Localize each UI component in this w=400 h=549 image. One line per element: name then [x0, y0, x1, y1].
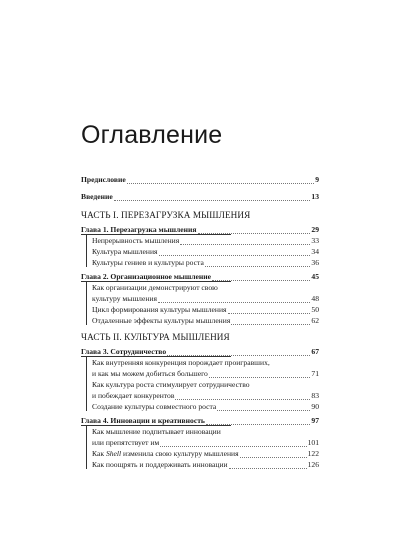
chapter-entry-page: 97 — [311, 416, 319, 425]
chapter-entry-page: 45 — [311, 272, 319, 281]
section-entry-leader — [175, 396, 310, 400]
section-entry-leader — [209, 374, 311, 378]
chapter-underline — [81, 425, 231, 426]
section-entry-page: 34 — [311, 247, 319, 256]
section-entry-title: Культура мышления — [92, 247, 158, 256]
chapter-underline — [81, 281, 231, 282]
section-entry-title: Отдаленные эффекты культуры мышления — [92, 316, 231, 325]
chapter-underline — [81, 234, 231, 235]
section-entry-title: культуру мышления — [92, 294, 157, 303]
section-entry-page: 36 — [311, 258, 319, 267]
section-entry-leader — [180, 241, 310, 245]
chapter-entry-title: Глава 1. Перезагрузка мышления — [81, 225, 197, 234]
chapter-section-rule — [86, 235, 87, 267]
section-entry-page: 50 — [311, 305, 319, 314]
front-matter-entry[interactable] — [81, 191, 319, 203]
chapter-section-rule — [86, 282, 87, 325]
section-entry[interactable] — [92, 315, 319, 327]
part-heading: ЧАСТЬ II. КУЛЬТУРА МЫШЛЕНИЯ — [81, 332, 230, 342]
section-entry-title: и как мы можем добиться большего — [92, 369, 208, 378]
section-entry-page: 62 — [311, 316, 319, 325]
section-entry-title: Создание культуры совместного роста — [92, 402, 217, 411]
section-entry-page: 83 — [311, 391, 319, 400]
chapter-entry-title: Глава 4. Инновации и креативность — [81, 416, 205, 425]
chapter-section-rule — [86, 357, 87, 411]
section-entry-title: Непрерывность мышления — [92, 236, 180, 245]
chapter-entry-page: 29 — [311, 225, 319, 234]
section-entry-title: и побеждает конкурентов — [92, 391, 175, 400]
part-heading: ЧАСТЬ I. ПЕРЕЗАГРУЗКА МЫШЛЕНИЯ — [81, 210, 251, 220]
section-entry[interactable] — [92, 257, 319, 269]
section-entry-page: 101 — [307, 438, 319, 447]
page-title: Оглавление — [81, 121, 223, 149]
front-matter-entry-page: 9 — [315, 175, 319, 184]
section-entry[interactable] — [92, 459, 319, 471]
front-matter-entry-title: Введение — [81, 192, 113, 201]
front-matter-entry-leader — [114, 197, 311, 201]
section-entry-page: 71 — [311, 369, 319, 378]
section-entry-title: Культуры гениев и культуры роста — [92, 258, 204, 267]
section-entry-leader — [231, 321, 310, 325]
section-entry-leader — [160, 443, 306, 447]
chapter-underline — [81, 356, 231, 357]
chapter-entry-title: Глава 2. Организационное мышление — [81, 272, 212, 281]
section-entry-title: Как Shell изменила свою культуру мышления — [92, 449, 239, 458]
section-entry-leader — [205, 263, 311, 267]
chapter-section-rule — [86, 426, 87, 469]
front-matter-entry-title: Предисловие — [81, 175, 126, 184]
section-entry-page: 90 — [311, 402, 319, 411]
section-entry-leader — [217, 407, 310, 411]
section-entry-leader — [228, 310, 311, 314]
section-entry-page: 126 — [307, 460, 319, 469]
chapter-entry-page: 67 — [311, 347, 319, 356]
section-entry-title: Цикл формирования культуры мышления — [92, 305, 227, 314]
section-entry-page: 122 — [307, 449, 319, 458]
section-entry-line: Как внутренняя конкуренция порождает проигравших, — [92, 358, 270, 367]
section-entry-leader — [158, 299, 310, 303]
section-entry-leader — [229, 465, 307, 469]
section-entry[interactable] — [92, 401, 319, 413]
section-entry-leader — [159, 252, 311, 256]
section-entry-title: Как поощрять и поддерживать инновации — [92, 460, 228, 469]
section-entry-title: или препятствует им — [92, 438, 160, 447]
front-matter-entry-leader — [127, 180, 315, 184]
section-entry-line: Как организации демонстрируют свою — [92, 283, 218, 292]
section-entry-line: Как культура роста стимулирует сотрудничество — [92, 380, 250, 389]
section-entry-page: 33 — [311, 236, 319, 245]
chapter-entry-title: Глава 3. Сотрудничество — [81, 347, 167, 356]
front-matter-entry-page: 13 — [311, 192, 319, 201]
section-entry-leader — [240, 454, 307, 458]
section-entry-line: Как мышление подпитывает инновации — [92, 427, 221, 436]
section-entry-page: 48 — [311, 294, 319, 303]
front-matter-entry[interactable] — [81, 174, 319, 186]
